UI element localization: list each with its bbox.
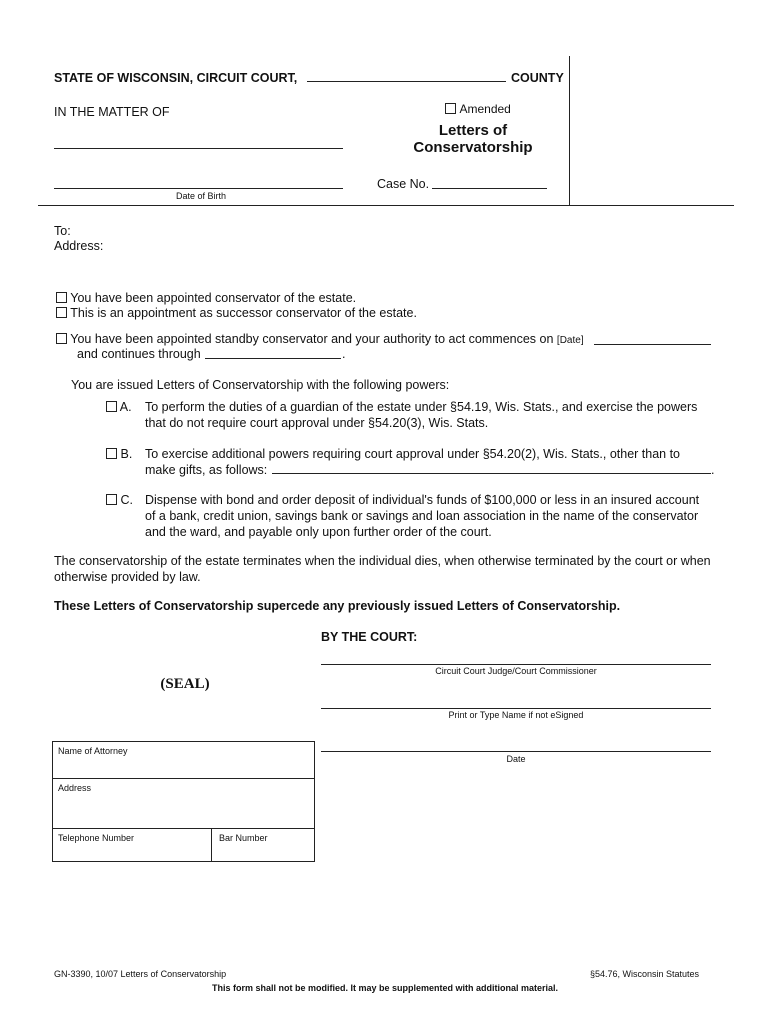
powers-intro: You are issued Letters of Conservatorship with the following powers: <box>71 378 450 392</box>
attorney-address-label: Address <box>58 783 92 793</box>
address-label: Address: <box>54 239 104 253</box>
date-line[interactable] <box>321 751 711 752</box>
footer-notice: This form shall not be modified. It may be supplemented with additional material. <box>211 983 559 993</box>
title-line-2: Conservatorship <box>413 139 533 156</box>
standby-text: You have been appointed standby conservator and your authority to act commences on <box>70 332 554 346</box>
power-b-checkbox[interactable] <box>106 448 117 459</box>
conservator-checkbox[interactable] <box>56 292 67 303</box>
form-id: GN-3390, 10/07 Letters of Conservatorship <box>54 969 227 979</box>
attorney-address-divider <box>53 828 314 829</box>
standby-commence-date-field[interactable] <box>594 344 711 345</box>
seal-label: (SEAL) <box>160 676 210 692</box>
date-hint: [Date] <box>556 335 584 346</box>
attorney-name-label: Name of Attorney <box>58 746 128 756</box>
option2-text: This is an appointment as successor conservator of the estate. <box>70 306 417 320</box>
amended-checkbox[interactable] <box>445 103 456 114</box>
option1-text: You have been appointed conservator of the estate. <box>70 291 357 305</box>
power-b-letter: B. <box>120 447 133 461</box>
power-b-line-2: make gifts, as follows: <box>145 463 268 477</box>
power-c[interactable] <box>106 492 133 508</box>
power-a-letter: A. <box>119 400 132 414</box>
continues-text: and continues through <box>77 347 201 361</box>
power-c-line-1: Dispense with bond and order deposit of individual's funds of $100,000 or less in an insured account <box>145 493 700 507</box>
title-line-1: Letters of <box>438 122 508 139</box>
power-c-checkbox[interactable] <box>106 494 117 505</box>
continues-through-field[interactable] <box>205 358 341 359</box>
print-name-line[interactable] <box>321 708 711 709</box>
matter-name-field[interactable] <box>54 148 343 149</box>
appointment-option-conservator[interactable] <box>56 290 356 306</box>
power-c-line-3: and the ward, and payable only upon further order of the court. <box>145 525 492 539</box>
power-b-period: . <box>711 463 715 477</box>
amended-option[interactable] <box>445 101 511 117</box>
power-a-line-1: To perform the duties of a guardian of the estate under §54.19, Wis. Stats., and exercise the powers <box>145 400 698 414</box>
supersede-statement: These Letters of Conservatorship supercede any previously issued Letters of Conservatorship. <box>54 599 621 613</box>
dob-label: Date of Birth <box>175 191 227 201</box>
attorney-bar-label: Bar Number <box>219 833 268 843</box>
print-name-label: Print or Type Name if not eSigned <box>448 710 584 720</box>
attorney-info-box <box>52 741 315 862</box>
county-label: COUNTY <box>511 71 564 85</box>
case-no-field[interactable] <box>432 188 547 189</box>
power-a-checkbox[interactable] <box>106 401 117 412</box>
power-a[interactable] <box>106 399 132 415</box>
to-label: To: <box>54 224 71 238</box>
termination-line-1: The conservatorship of the estate terminates when the individual dies, when otherwise terminated by the court or when <box>54 554 711 568</box>
header-bottom-rule <box>38 205 734 206</box>
power-a-line-2: that do not require court approval under §54.20(3), Wis. Stats. <box>145 416 489 430</box>
amended-label: Amended <box>459 102 511 116</box>
power-c-line-2: of a bank, credit union, savings bank or savings and loan association in the name of the conservator <box>145 509 699 523</box>
judge-signature-line[interactable] <box>321 664 711 665</box>
appointment-option-successor[interactable] <box>56 305 417 321</box>
dob-field[interactable] <box>54 188 343 189</box>
power-b-gifts-field[interactable] <box>272 473 711 474</box>
termination-text <box>54 553 754 585</box>
power-c-letter: C. <box>120 493 133 507</box>
power-b[interactable] <box>106 446 132 462</box>
header-vertical-rule <box>569 56 570 205</box>
court-prefix: STATE OF WISCONSIN, CIRCUIT COURT, <box>54 71 298 85</box>
county-name-field[interactable] <box>307 81 506 82</box>
judge-label: Circuit Court Judge/Court Commissioner <box>435 666 597 676</box>
statute-reference: §54.76, Wisconsin Statutes <box>589 969 699 979</box>
power-c-text <box>145 492 740 540</box>
case-no-label: Case No. <box>377 177 430 191</box>
court-header <box>54 70 297 86</box>
attorney-phone-divider <box>211 829 212 861</box>
power-b-line-1: To exercise additional powers requiring court approval under §54.20(2), Wis. Stats., other than to <box>145 447 681 461</box>
termination-line-2: otherwise provided by law. <box>54 570 201 584</box>
power-a-text <box>145 399 735 431</box>
by-the-court-label: BY THE COURT: <box>321 630 418 644</box>
successor-checkbox[interactable] <box>56 307 67 318</box>
matter-label: IN THE MATTER OF <box>54 105 170 119</box>
form-title <box>384 122 562 156</box>
standby-checkbox[interactable] <box>56 333 67 344</box>
attorney-name-divider <box>53 778 314 779</box>
date-label: Date <box>506 754 526 764</box>
attorney-phone-label: Telephone Number <box>58 833 135 843</box>
continues-period: . <box>342 347 346 361</box>
